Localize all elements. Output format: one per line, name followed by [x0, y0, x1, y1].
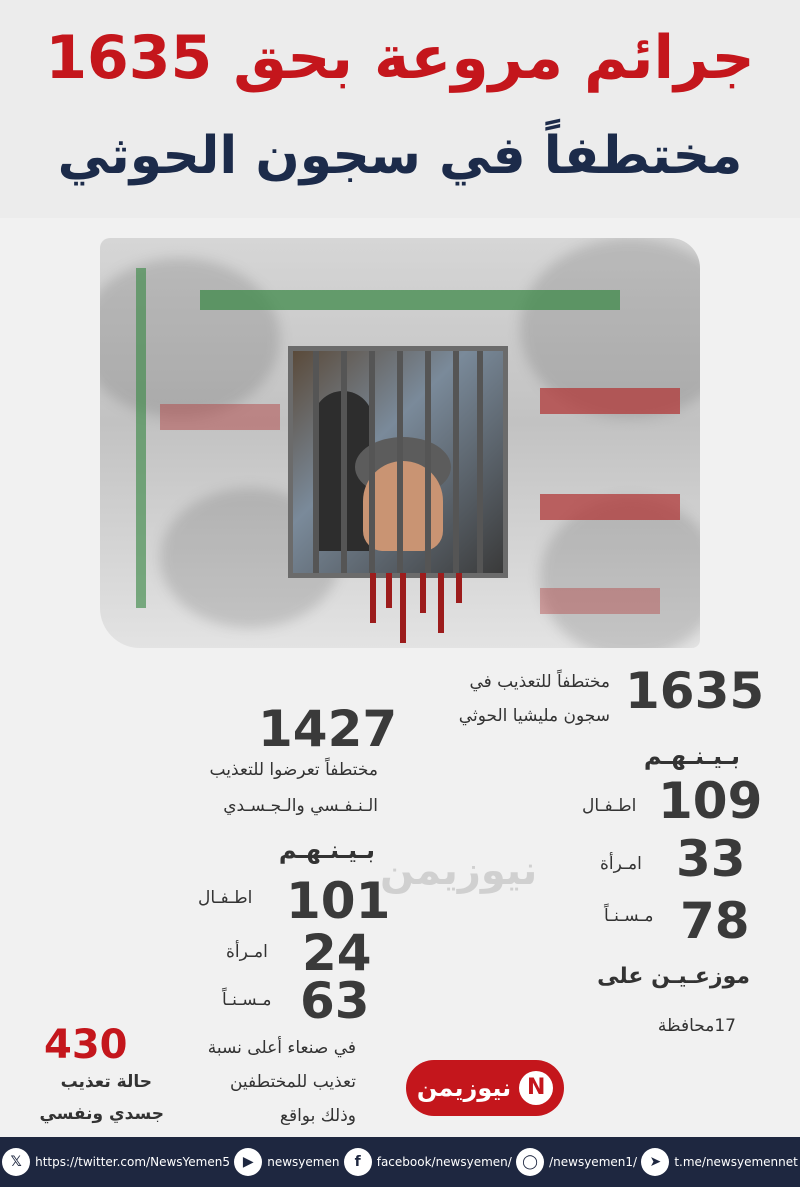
governorates-count: 17محافظة [657, 1016, 736, 1036]
total-abductees-number: 1635 [625, 662, 765, 720]
sanaa-torture-number: 430 [44, 1022, 128, 1068]
sanaa-stat-line-1: حالة تعذيب [60, 1072, 152, 1092]
twitter-link[interactable] [2, 1148, 230, 1176]
brand-logo [406, 1060, 564, 1116]
title-line-2: مختطفاً في سجون الحوثي [57, 126, 743, 186]
women-label: امـرأة [600, 854, 642, 874]
twitter-handle: https://twitter.com/NewsYemen5 [35, 1155, 230, 1169]
telegram-handle: t.me/newsyemennet [674, 1155, 798, 1169]
instagram-link[interactable] [516, 1148, 637, 1176]
brand-watermark: نيوزيمن [380, 848, 538, 894]
left-women-number: 24 [302, 924, 372, 982]
women-number: 33 [676, 830, 746, 888]
left-children-number: 101 [286, 872, 391, 930]
elderly-label: مـسـنـاً [604, 906, 654, 926]
tortured-number: 1427 [258, 700, 398, 758]
left-among-them-label: بـيـنـهـم [278, 836, 375, 864]
facebook-icon: f [344, 1148, 372, 1176]
instagram-icon: ◯ [516, 1148, 544, 1176]
tortured-text-line-2: الـنـفـسي والـجـسـدي [223, 796, 378, 816]
social-footer [0, 1137, 800, 1187]
sanaa-stat-line-2: جسدي ونفسي [39, 1104, 164, 1124]
prison-wall-illustration [100, 238, 700, 648]
prison-window [288, 346, 508, 578]
elderly-number: 78 [680, 892, 750, 950]
facebook-link[interactable] [344, 1148, 512, 1176]
among-them-label: بـيـنـهـم [643, 742, 740, 770]
left-elderly-label: مـسـنـاً [222, 990, 272, 1010]
youtube-link[interactable] [234, 1148, 339, 1176]
youtube-icon: ▶ [234, 1148, 262, 1176]
facebook-handle: facebook/newsyemen/ [376, 1155, 512, 1169]
left-elderly-number: 63 [300, 972, 370, 1030]
sanaa-text-line-1: في صنعاء أعلى نسبة [207, 1038, 356, 1058]
sanaa-text-line-3: وذلك بواقع [279, 1106, 356, 1126]
distributed-label: موزعـيـن على [597, 964, 750, 989]
children-label: اطـفـال [582, 796, 637, 816]
youtube-handle: newsyemen [267, 1155, 340, 1169]
logo-letter: N [519, 1071, 553, 1105]
twitter-icon: 𝕏 [2, 1148, 30, 1176]
title-line-1: جرائم مروعة بحق 1635 [45, 23, 755, 93]
telegram-link[interactable] [641, 1148, 798, 1176]
left-women-label: امـرأة [226, 942, 268, 962]
left-children-label: اطـفـال [198, 888, 253, 908]
total-text-line-2: سجون مليشيا الحوثي [458, 706, 610, 726]
total-text-line-1: مختطفاً للتعذيب في [469, 672, 610, 692]
telegram-icon: ➤ [641, 1148, 669, 1176]
tortured-text-line-1: مختطفاً تعرضوا للتعذيب [209, 760, 378, 780]
header [0, 0, 800, 218]
children-number: 109 [658, 772, 763, 830]
logo-text: نيوزيمن [416, 1074, 512, 1102]
instagram-handle: /newsyemen1/ [549, 1155, 638, 1169]
sanaa-text-line-2: تعذيب للمختطفين [229, 1072, 356, 1092]
